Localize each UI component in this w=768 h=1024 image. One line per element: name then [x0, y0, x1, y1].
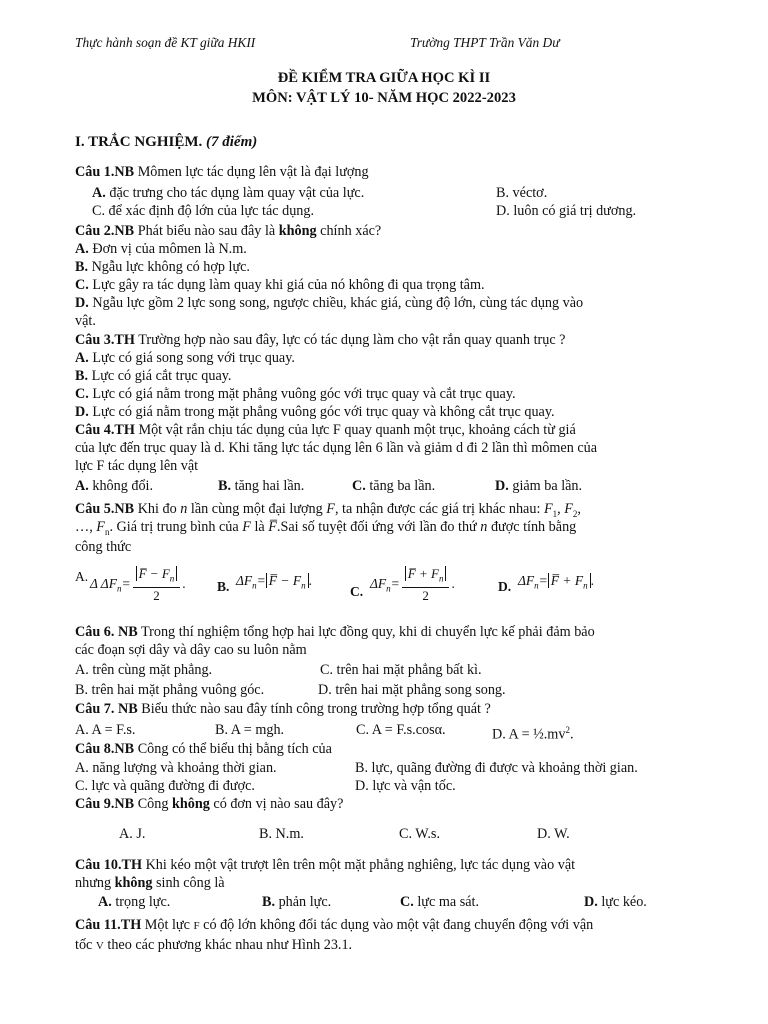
q2-option-a: A. Đơn vị của mômen là N.m.	[75, 241, 247, 257]
q7-option-d: D. $A = \frac{1}{2}.mv^2$.	[492, 725, 574, 743]
q10-option-b: B. phản lực.	[262, 894, 332, 910]
header-left: Thực hành soạn đề KT giữa HKII	[75, 35, 256, 50]
q9-option-a: A. J.	[119, 826, 146, 842]
q5-option-d-label: D.	[498, 579, 512, 594]
q2-option-c: C. Lực gây ra tác dụng làm quay khi giá của nó không đi qua trọng tâm.	[75, 277, 485, 293]
q1-stem: Mômen lực tác dụng lên vật là đại lượng	[134, 164, 369, 180]
q6-stem-line2: các đoạn sợi dây và dây cao su luôn nằm	[75, 642, 307, 658]
question-2: Câu 2.NB Phát biểu nào sau đây là không chính xác?	[75, 223, 382, 239]
question-3: Câu 3.TH Trường hợp nào sau đây, lực có tác dụng làm cho vật rắn quay quanh trục ?	[75, 332, 566, 348]
q5-option-b-formula: $\Delta F_n=$ F̅ − $F_n$ .	[236, 573, 313, 591]
q4-option-c: C. tăng ba lần.	[352, 478, 436, 494]
section-heading	[75, 134, 257, 151]
q6-option-a: A. trên cùng mặt phẳng.	[75, 662, 213, 678]
question-4: Câu 4.TH Một vật rắn chịu tác dụng của lực F quay quanh một trục, khoảng cách từ giá	[75, 422, 576, 438]
q10-option-c: C. lực ma sát.	[400, 894, 480, 910]
question-6: Câu 6. NB Trong thí nghiệm tổng hợp hai lực đồng quy, khi di chuyển lực kế phải đảm bảo	[75, 624, 595, 640]
header-right: Trường THPT Trần Văn Dư	[410, 35, 560, 50]
q11-stem-line2: tốc V theo các phương khác nhau như Hình 23.1.	[75, 937, 353, 953]
q8-option-c: C. lực và quãng đường đi được.	[75, 778, 255, 794]
q8-option-d: D. lực và vận tốc.	[355, 778, 456, 794]
q4-option-a: A. không đổi.	[75, 478, 154, 494]
q3-option-c: C. Lực có giá nằm trong mặt phẳng vuông góc với trục quay và cắt trục quay.	[75, 386, 516, 402]
q2-option-d: D. Ngẫu lực gồm 2 lực song song, ngược chiều, khác giá, cùng độ lớn, cùng tác dụng vào	[75, 295, 584, 311]
q10-option-d: D. lực kéo.	[584, 894, 647, 910]
q1-option-d: D. luôn có giá trị dương.	[496, 203, 637, 219]
q7-option-a: A. A = F.s.	[75, 722, 136, 738]
q6-option-b: B. trên hai mặt phẳng vuông góc.	[75, 682, 265, 698]
q5-option-a-formula: Δ $\Delta F_n=$ $\frac{F̅ - F_n}{2}$ .	[90, 566, 186, 603]
question-10: Câu 10.TH Khi kéo một vật trượt lên trên một mặt phẳng nghiêng, lực tác dụng vào vật	[75, 857, 576, 873]
q3-option-b: B. Lực có giá cắt trục quay.	[75, 368, 232, 384]
question-11: Câu 11.TH Một lực F có độ lớn không đổi tác dụng vào một vật đang chuyển động với vận	[75, 917, 594, 933]
question-9: Câu 9.NB Công không có đơn vị nào sau đây?	[75, 796, 344, 812]
q2-option-d-cont: vật.	[75, 313, 96, 329]
q5-option-a-label: A.	[75, 569, 89, 584]
q1-label: Câu 1.NB	[75, 164, 135, 180]
q4-stem-line2: của lực đến trục quay là d. Khi tăng lực tác dụng lên 6 lần và giảm d đi 2 lần thì mômen của	[75, 440, 598, 456]
q5-option-b-label: B.	[217, 579, 230, 594]
q10-option-a: A. trọng lực.	[98, 894, 171, 910]
question-8: Câu 8.NB Công có thể biểu thị bằng tích của	[75, 741, 332, 757]
q9-option-c: C. W.s.	[399, 826, 441, 842]
q6-option-c: C. trên hai mặt phẳng bất kì.	[320, 662, 482, 678]
q5-stem-line3: công thức	[75, 539, 132, 555]
q3-option-a: A. Lực có giá song song với trục quay.	[75, 350, 295, 366]
q8-option-a: A. năng lượng và khoảng thời gian.	[75, 760, 277, 776]
q5-option-c-label: C.	[350, 584, 364, 599]
exam-subtitle: MÔN: VẬT LÝ 10- NĂM HỌC 2022-2023	[252, 90, 516, 106]
q8-option-b: B. lực, quãng đường đi được và khoảng thời gian.	[355, 760, 638, 776]
q2-option-b: B. Ngẫu lực không có hợp lực.	[75, 259, 250, 275]
q7-option-c: C. A = F.s.cosα.	[356, 722, 446, 738]
q6-option-d: D. trên hai mặt phẳng song song.	[318, 682, 506, 698]
question-7: Câu 7. NB Biểu thức nào sau đây tính công trong trường hợp tổng quát ?	[75, 701, 491, 717]
q5-option-d-formula: $\Delta F_n=$ F̅ + $F_n$ .	[518, 573, 595, 591]
q1-option-c: C. để xác định độ lớn của lực tác dụng.	[92, 203, 315, 219]
q5-stem-line2: …, $F_n$. Giá trị trung bình của F là F̅.Sai số tuyệt đối ứng với lần đo thứ n được tính bằng	[75, 519, 577, 537]
q5-option-c-formula: $\Delta F_n=$ $\frac{F̅ + F_n}{2}$ .	[370, 566, 455, 603]
q9-option-d: D. W.	[537, 826, 570, 842]
q10-stem-line2: nhưng không sinh công là	[75, 875, 225, 891]
exam-title: ĐỀ KIỂM TRA GIỮA HỌC KÌ II	[277, 70, 491, 86]
q4-option-d: D. giảm ba lần.	[495, 478, 583, 494]
question-1	[75, 163, 369, 181]
q1-option-a: A. đặc trưng cho tác dụng làm quay vật của lực.	[92, 185, 365, 201]
q3-option-d: D. Lực có giá nằm trong mặt phẳng vuông góc với trục quay và không cắt trục quay.	[75, 404, 555, 420]
section-points: (7 điểm)	[206, 134, 258, 150]
q7-option-b: B. A = mgh.	[215, 722, 285, 738]
q9-option-b: B. N.m.	[259, 826, 304, 842]
section-name: I. TRẮC NGHIỆM.	[75, 134, 203, 150]
q1-option-b: B. véctơ.	[496, 185, 548, 201]
q4-option-b: B. tăng hai lần.	[218, 478, 305, 494]
question-5: Câu 5.NB Khi đo n lần cùng một đại lượng F, ta nhận được các giá trị khác nhau: $F_1$, $F_2$,	[75, 501, 581, 519]
q4-stem-line3: lực F tác dụng lên vật	[75, 458, 199, 474]
